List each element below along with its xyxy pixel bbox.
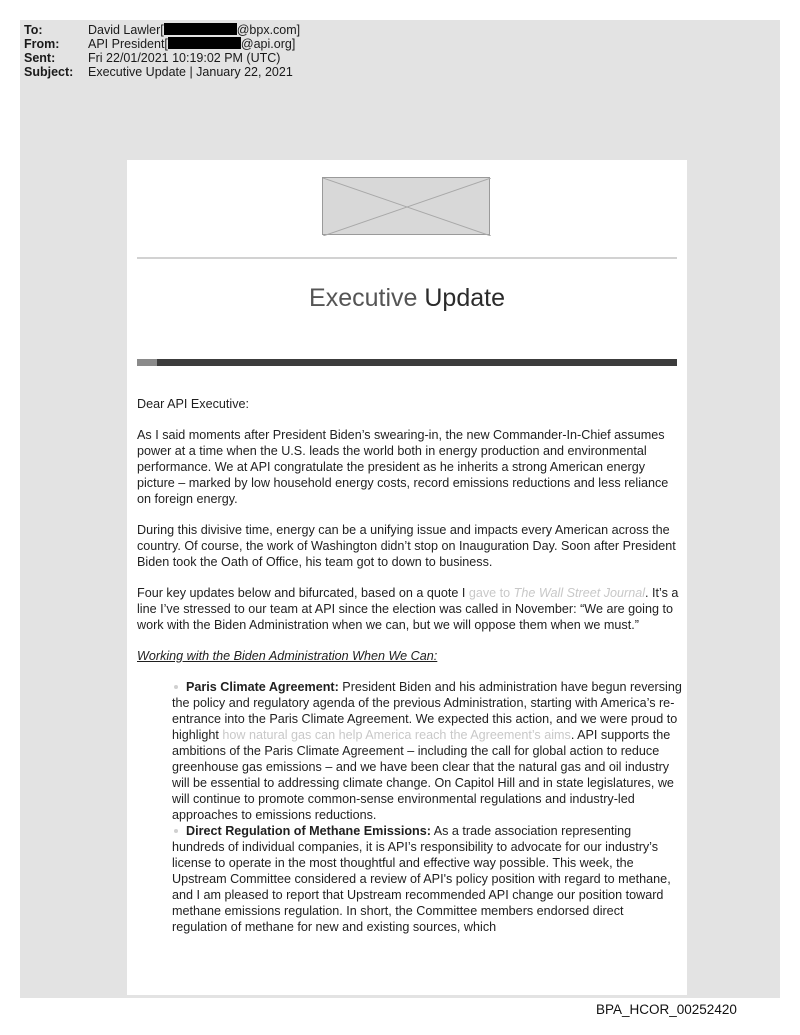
paragraph-text: . It’s a line I’ve stressed to our team at API since the election was called in November: “We are going to work with the Biden Administration when we can, but we will oppose them when we must.” — [137, 586, 679, 632]
from-name: API President[ — [88, 37, 168, 51]
paragraph: As I said moments after President Biden’s swearing-in, the new Commander-In-Chief assumes power at a time when the U.S. leads the world both in energy production and environmental performance. We at API congratulate the president as he inherits a strong American energy picture – marked by low household energy costs, record emissions reductions and less reliance on foreign energy. — [137, 428, 669, 506]
natural-gas-link[interactable]: how natural gas can help America reach the Agreement’s aims — [222, 728, 571, 742]
updates-list — [172, 679, 682, 935]
section-heading: Working with the Biden Administration When We Can: — [137, 649, 438, 663]
redaction-bar — [164, 23, 237, 35]
list-item — [172, 823, 682, 935]
title-word-update: Update — [424, 284, 505, 312]
bates-number: BPA_HCOR_00252420 — [596, 1002, 737, 1017]
divider-accent — [137, 359, 157, 366]
from-domain: @api.org] — [240, 37, 296, 51]
bullet-title: Direct Regulation of Methane Emissions: — [186, 824, 431, 838]
from-row — [24, 37, 300, 51]
title-word-executive: Executive — [309, 284, 418, 312]
sent-label: Sent: — [24, 51, 56, 65]
sent-row — [24, 51, 300, 65]
divider — [137, 257, 677, 259]
broken-image-placeholder — [322, 177, 490, 235]
sent-value: Fri 22/01/2021 10:19:02 PM (UTC) — [88, 51, 281, 65]
newsletter-body — [137, 396, 682, 935]
link-text-italic: The Wall Street Journal — [513, 586, 646, 600]
bullet-text: President Biden and his administration have begun reversing the policy and regulatory agenda of the previous Administration, starting with America’s re-entrance into the Paris Climate Agreement. We expected this action, and we were proud to highlight — [172, 680, 682, 742]
email-header — [24, 23, 300, 79]
title-divider — [137, 359, 677, 366]
wsj-link[interactable] — [469, 586, 645, 600]
link-text: gave to — [468, 586, 514, 600]
from-label: From: — [24, 37, 60, 51]
newsletter-title — [127, 284, 687, 313]
to-name: David Lawler[ — [88, 23, 164, 37]
list-item — [172, 679, 682, 823]
newsletter-card — [127, 160, 687, 995]
redaction-bar — [168, 37, 241, 49]
subject-value: Executive Update | January 22, 2021 — [88, 65, 293, 79]
bullet-text: . API supports the ambitions of the Paris Climate Agreement – including the call for global action to reduce greenhouse gas emissions – and we have been clear that the natural gas and oil industry will be essential to addressing climate change. On Capitol Hill and in state legislatures, we will continue to promote common-sense environmental regulations and industry-led approaches to emissions reductions. — [172, 728, 674, 822]
to-domain: @bpx.com] — [236, 23, 301, 37]
bullet-icon — [174, 829, 178, 833]
bullet-text: As a trade association representing hundreds of individual companies, it is API’s responsibility to advocate for our industry’s license to operate in the most thoughtful and effective way possible. This week, the Upstream Committee considered a review of API's policy position with regard to methane, and I am pleased to report that Upstream recommended API change our position toward methane emissions regulation. In short, the Committee members endorsed direct regulation of methane for new and existing sources, which — [172, 824, 671, 934]
greeting: Dear API Executive: — [137, 397, 249, 411]
bullet-icon — [174, 685, 178, 689]
bullet-title: Paris Climate Agreement: — [186, 680, 339, 694]
subject-row — [24, 65, 300, 79]
image-placeholder-icon — [323, 178, 491, 236]
paragraph-text: Four key updates below and bifurcated, based on a quote I — [137, 586, 469, 600]
to-row — [24, 23, 300, 37]
paragraph: During this divisive time, energy can be a unifying issue and impacts every American across the country. Of course, the work of Washington didn’t stop on Inauguration Day. Soon after President Biden took the Oath of Office, his team got to down to business. — [137, 523, 676, 569]
to-label: To: — [24, 23, 43, 37]
subject-label: Subject: — [24, 65, 74, 79]
paragraph — [137, 585, 682, 633]
